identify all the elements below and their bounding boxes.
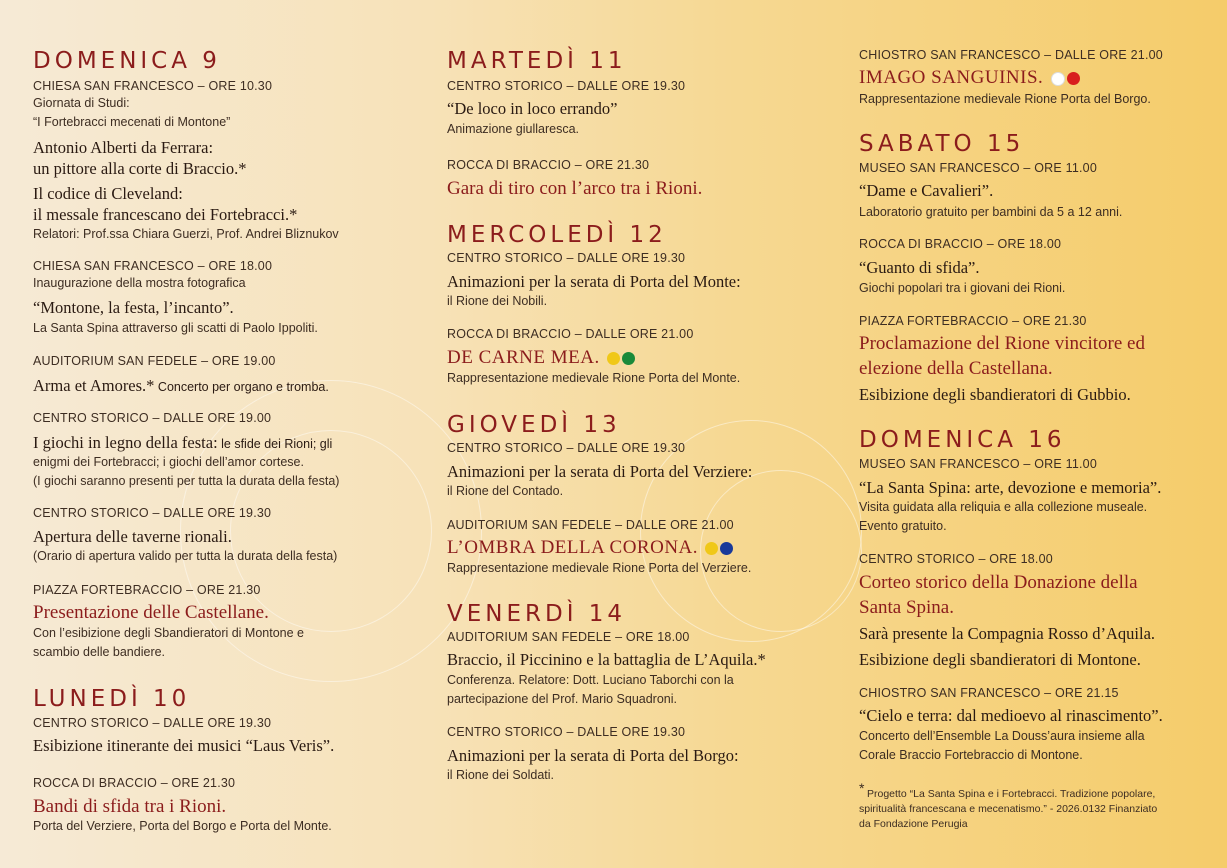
footnote-asterisk: * <box>859 780 865 796</box>
event-title-highlight: Bandi di sfida tra i Rioni. <box>33 796 227 817</box>
event-title-highlight: Corteo storico della Donazione della <box>859 572 1138 593</box>
event-description: Giochi popolari tra i giovani dei Rioni. <box>859 281 1066 295</box>
event-title: Animazioni per la serata di Porta del Monte: <box>447 272 741 291</box>
event-location: CHIESA SAN FRANCESCO – ORE 18.00 <box>33 259 273 273</box>
event-location: PIAZZA FORTEBRACCIO – ORE 21.30 <box>33 583 261 597</box>
event-location: ROCCA DI BRACCIO – ORE 21.30 <box>447 158 650 172</box>
event-title: Animazioni per la serata di Porta del Borgo: <box>447 746 739 765</box>
event-title: “La Santa Spina: arte, devozione e memoria”. <box>859 478 1162 497</box>
event-description: Laboratorio gratuito per bambini da 5 a 12 anni. <box>859 205 1123 219</box>
event-location: CENTRO STORICO – DALLE ORE 19.30 <box>447 79 686 93</box>
event-title: Sarà presente la Compagnia Rosso d’Aquila. <box>859 624 1156 643</box>
event-location: MUSEO SAN FRANCESCO – ORE 11.00 <box>859 457 1097 471</box>
event-title-text: IMAGO SANGUINIS. <box>859 67 1044 88</box>
event-title-highlight: Presentazione delle Castellane. <box>33 602 269 623</box>
event-description: scambio delle bandiere. <box>33 645 166 659</box>
event-location: ROCCA DI BRACCIO – ORE 18.00 <box>859 237 1062 251</box>
event-title: il messale francescano dei Fortebracci.* <box>33 205 298 224</box>
event-location: CENTRO STORICO – DALLE ORE 19.30 <box>447 725 686 739</box>
event-description: partecipazione del Prof. Mario Squadroni. <box>447 692 677 706</box>
event-title-text: DE CARNE MEA. <box>447 347 600 368</box>
event-title: “De loco in loco errando” <box>447 99 618 118</box>
event-location: CHIOSTRO SAN FRANCESCO – DALLE ORE 21.00 <box>859 48 1163 62</box>
event-title: “Guanto di sfida”. <box>859 258 980 277</box>
event-title: Antonio Alberti da Ferrara: <box>33 138 214 157</box>
day-heading: VENERDÌ 14 <box>447 601 627 627</box>
event-location: CENTRO STORICO – DALLE ORE 19.00 <box>33 411 272 425</box>
day-heading: DOMENICA 9 <box>33 48 221 74</box>
yellow-dot-icon <box>607 352 620 365</box>
event-description: Relatori: Prof.ssa Chiara Guerzi, Prof. Andrei Bliznukov <box>33 227 339 241</box>
event-title: “Dame e Cavalieri”. <box>859 181 994 200</box>
footnote: Progetto “La Santa Spina e i Fortebracci. Tradizione popolare, <box>867 788 1156 800</box>
event-description: Con l’esibizione degli Sbandieratori di Montone e <box>33 626 305 640</box>
event-description: Porta del Verziere, Porta del Borgo e Porta del Monte. <box>33 819 332 833</box>
event-description: il Rione dei Soldati. <box>447 768 555 782</box>
event-location: CENTRO STORICO – DALLE ORE 19.30 <box>33 716 272 730</box>
event-title-text: Arma et Amores.* <box>33 376 155 395</box>
event-location: ROCCA DI BRACCIO – DALLE ORE 21.00 <box>447 327 694 341</box>
event-location: ROCCA DI BRACCIO – ORE 21.30 <box>33 776 236 790</box>
event-description: Visita guidata alla reliquia e alla collezione museale. <box>859 500 1148 514</box>
event-description: Inaugurazione della mostra fotografica <box>33 276 246 290</box>
event-location: CENTRO STORICO – DALLE ORE 19.30 <box>447 251 686 265</box>
event-title: Esibizione degli sbandieratori di Montone. <box>859 650 1141 669</box>
event-title: Apertura delle taverne rionali. <box>33 527 232 546</box>
event-title: Animazioni per la serata di Porta del Verziere: <box>447 462 753 481</box>
event-title: Il codice di Cleveland: <box>33 184 183 203</box>
event-description: Evento gratuito. <box>859 519 947 533</box>
event-title: un pittore alla corte di Braccio.* <box>33 159 247 178</box>
event-title-text: I giochi in legno della festa: <box>33 433 218 452</box>
event-location: CENTRO STORICO – DALLE ORE 19.30 <box>447 441 686 455</box>
event-location: AUDITORIUM SAN FEDELE – ORE 19.00 <box>33 354 276 368</box>
event-title-highlight: elezione della Castellana. <box>859 358 1053 379</box>
event-description: Concerto dell’Ensemble La Douss’aura insieme alla <box>859 729 1145 743</box>
red-dot-icon <box>1067 72 1080 85</box>
event-description: Rappresentazione medievale Rione Porta del Monte. <box>447 371 741 385</box>
event-description: enigmi dei Fortebracci; i giochi dell’amor cortese. <box>33 455 304 469</box>
event-description: (Orario di apertura valido per tutta la durata della festa) <box>33 549 338 563</box>
event-location: CENTRO STORICO – ORE 18.00 <box>859 552 1053 566</box>
event-description: “I Fortebracci mecenati di Montone” <box>33 115 231 129</box>
green-dot-icon <box>622 352 635 365</box>
event-title-note: le sfide dei Rioni; gli <box>217 437 333 451</box>
event-description: Rappresentazione medievale Rione Porta del Borgo. <box>859 92 1151 106</box>
event-title-highlight: Proclamazione del Rione vincitore ed <box>859 333 1145 354</box>
event-title-highlight: Gara di tiro con l’arco tra i Rioni. <box>447 178 703 199</box>
event-description: Corale Braccio Fortebraccio di Montone. <box>859 748 1083 762</box>
day-heading: GIOVEDÌ 13 <box>447 412 621 438</box>
event-description: Giornata di Studi: <box>33 96 130 110</box>
white-dot-icon <box>1051 72 1065 86</box>
event-title-highlight: Santa Spina. <box>859 597 954 618</box>
event-description: (I giochi saranno presenti per tutta la durata della festa) <box>33 474 340 488</box>
blue-dot-icon <box>720 542 733 555</box>
day-heading: SABATO 15 <box>859 131 1025 157</box>
day-heading: LUNEDÌ 10 <box>33 686 191 712</box>
event-title-note: Concerto per organo e tromba. <box>154 380 329 394</box>
day-heading: MERCOLEDÌ 12 <box>447 222 667 248</box>
event-location: AUDITORIUM SAN FEDELE – DALLE ORE 21.00 <box>447 518 734 532</box>
event-title-highlight <box>447 345 635 370</box>
footnote: spiritualità francescana e mecenatismo.” - 2026.0132 Finanziato <box>859 803 1158 815</box>
event-location: CENTRO STORICO – DALLE ORE 19.30 <box>33 506 272 520</box>
event-location: CHIESA SAN FRANCESCO – ORE 10.30 <box>33 79 273 93</box>
day-heading: DOMENICA 16 <box>859 427 1066 453</box>
event-description: Rappresentazione medievale Rione Porta del Verziere. <box>447 561 752 575</box>
event-title: “Montone, la festa, l’incanto”. <box>33 298 234 317</box>
event-title <box>33 432 332 455</box>
event-title-text: L’OMBRA DELLA CORONA. <box>447 537 699 558</box>
yellow-dot-icon <box>705 542 718 555</box>
event-title-highlight <box>447 535 733 560</box>
event-description: Conferenza. Relatore: Dott. Luciano Taborchi con la <box>447 673 734 687</box>
event-location: PIAZZA FORTEBRACCIO – ORE 21.30 <box>859 314 1087 328</box>
event-title: “Cielo e terra: dal medioevo al rinascimento”. <box>859 706 1163 725</box>
event-description: Animazione giullaresca. <box>447 122 580 136</box>
event-title: Esibizione degli sbandieratori di Gubbio. <box>859 385 1131 404</box>
event-title: Braccio, il Piccinino e la battaglia de L’Aquila.* <box>447 650 766 669</box>
day-heading: MARTEDÌ 11 <box>447 48 627 74</box>
footnote: da Fondazione Perugia <box>859 818 968 830</box>
event-title-highlight <box>859 65 1080 90</box>
event-description: il Rione del Contado. <box>447 484 564 498</box>
event-description: La Santa Spina attraverso gli scatti di Paolo Ippoliti. <box>33 321 318 335</box>
event-location: AUDITORIUM SAN FEDELE – ORE 18.00 <box>447 630 690 644</box>
event-title: Esibizione itinerante dei musici “Laus Veris”. <box>33 736 335 755</box>
event-location: MUSEO SAN FRANCESCO – ORE 11.00 <box>859 161 1097 175</box>
event-title <box>33 375 329 398</box>
event-location: CHIOSTRO SAN FRANCESCO – ORE 21.15 <box>859 686 1119 700</box>
event-description: il Rione dei Nobili. <box>447 294 548 308</box>
